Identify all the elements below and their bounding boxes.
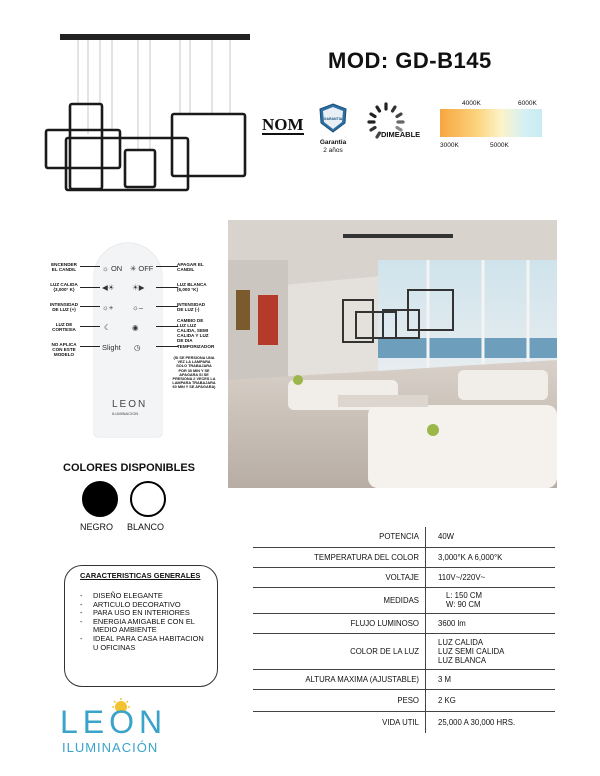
warranty-label <box>313 107 353 155</box>
remote-btn-night-icon: ☾ <box>104 323 111 332</box>
spec-value: 3 M <box>438 674 451 684</box>
remote-control <box>94 243 162 437</box>
characteristics-list <box>80 592 210 652</box>
remote-label-timer: TEMPORIZADOR <box>177 344 215 349</box>
spec-label: POTENCIA <box>253 527 426 547</box>
spec-value: LUZ CALIDA LUZ SEMI CALIDA LUZ BLANCA <box>438 637 505 665</box>
spec-value: 25,000 A 30,000 HRS. <box>438 717 516 727</box>
remote-btn-dimmer-icon: ☼– <box>132 303 144 312</box>
list-item: - PARA USO EN INTERIORES <box>80 609 210 618</box>
table-row <box>253 547 555 567</box>
spec-label: FLUJO LUMINOSO <box>253 613 426 633</box>
warranty-line-2: 2 años <box>323 147 343 154</box>
remote-label-on: ENCENDER EL CANDIL <box>51 262 77 272</box>
table-row <box>253 689 555 711</box>
remote-label-courtesy: LUZ DE CORTESIA <box>52 322 76 332</box>
table-row <box>253 567 555 587</box>
remote-btn-timer-icon: ◷ <box>134 343 141 352</box>
nom-certification-logo: NOM <box>262 115 304 134</box>
remote-label-brighter: INTENSIDAD DE LUZ (+) <box>49 302 79 312</box>
spec-label: VIDA UTIL <box>253 711 426 733</box>
remote-label-na: NO APLICA CON ESTE MODELO <box>51 342 77 357</box>
spec-label: TEMPERATURA DEL COLOR <box>253 547 426 567</box>
remote-label-warm: LUZ CALIDA (3,000° K) <box>50 282 78 292</box>
remote-label-off: APAGAR EL CANDIL <box>177 262 204 272</box>
swatch-black-label: NEGRO <box>80 522 114 532</box>
remote-brand: LEON <box>112 399 148 410</box>
spec-table <box>253 527 555 733</box>
remote-btn-white-icon: ☀▶ <box>132 283 145 292</box>
temp-3000k: 3000K <box>440 142 459 149</box>
swatch-white-label: BLANCO <box>127 522 165 532</box>
remote-label-cycle: CAMBIO DE LUZ LUZ CALIDA, SEMI CALIDA Y LUZ DE DIA <box>177 318 209 343</box>
list-item: - IDEAL PARA CASA HABITACION U OFICINAS <box>80 635 210 652</box>
list-item: - ARTICULO DECORATIVO <box>80 601 210 610</box>
warranty-seal-text: GARANTIA <box>323 117 343 121</box>
temp-4000k: 4000K <box>462 100 481 107</box>
list-item: - DISEÑO ELEGANTE <box>80 592 210 601</box>
table-row <box>253 527 555 547</box>
table-row <box>253 613 555 633</box>
remote-btn-off: ✳ OFF <box>130 264 154 273</box>
model-title: MOD: GD-B145 <box>328 48 492 73</box>
spec-value: 2 KG <box>438 695 456 705</box>
spec-label: PESO <box>253 689 426 711</box>
list-item: - ENERGIA AMIGABLE CON EL MEDIO AMBIENTE <box>80 618 210 635</box>
spec-label: COLOR DE LA LUZ <box>253 633 426 669</box>
swatch-white <box>130 481 166 517</box>
table-row <box>253 711 555 733</box>
remote-btn-brighter-icon: ☼+ <box>102 303 114 312</box>
table-row <box>253 633 555 669</box>
temp-5000k: 5000K <box>490 142 509 149</box>
colors-title: COLORES DISPONIBLES <box>63 462 196 474</box>
remote-label-dimmer: INTENSIDAD DE LUZ (-) <box>177 302 206 312</box>
spec-value: 40W <box>438 532 455 542</box>
remote-btn-on: ☼ ON <box>102 264 123 273</box>
room-render-photo <box>228 220 557 488</box>
remote-btn-warm-icon: ◀☀ <box>102 283 115 292</box>
spec-value: 3600 lm <box>438 618 466 628</box>
color-temperature-gradient <box>440 109 542 137</box>
remote-btn-slight: Slight <box>102 343 121 352</box>
warranty-line-1: Garantia <box>319 139 347 146</box>
dimmable-label: DIMEABLE <box>381 130 421 139</box>
spec-label: ALTURA MAXIMA (AJUSTABLE) <box>253 669 426 689</box>
spec-label: VOLTAJE <box>253 567 426 587</box>
brand-logo-sub: ILUMINACIÓN <box>62 740 159 755</box>
remote-btn-cycle-icon: ◉ <box>132 323 139 332</box>
remote-label-white: LUZ BLANCA (6,000 °K) <box>177 282 207 292</box>
characteristics-title: CARACTERISTICAS GENERALES <box>80 571 201 580</box>
table-row <box>253 669 555 689</box>
spec-value: 110V~/220V~ <box>438 572 486 582</box>
spec-label: MEDIDAS <box>253 587 426 613</box>
brand-logo-word: LEON <box>60 704 168 740</box>
remote-brand-sub: ILUMINACION <box>112 411 139 416</box>
spec-value: 3,000°K A 6,000°K <box>438 552 503 562</box>
spec-value: L: 150 CM W: 90 CM <box>446 591 482 609</box>
product-lamp-drawing <box>40 30 255 195</box>
table-row <box>253 587 555 613</box>
swatch-black <box>82 481 118 517</box>
temp-6000k: 6000K <box>518 100 537 107</box>
remote-timer-note: (SI SE PERSIONA UNA VEZ LA LAMPARA SOLO TRABAJARA POR 30 MIN Y SE APAGARA SI SE PRESIONA 2 VECES LA LAMPARA TRABAJARA 60 MIN Y SE APAGARA) <box>172 356 216 390</box>
